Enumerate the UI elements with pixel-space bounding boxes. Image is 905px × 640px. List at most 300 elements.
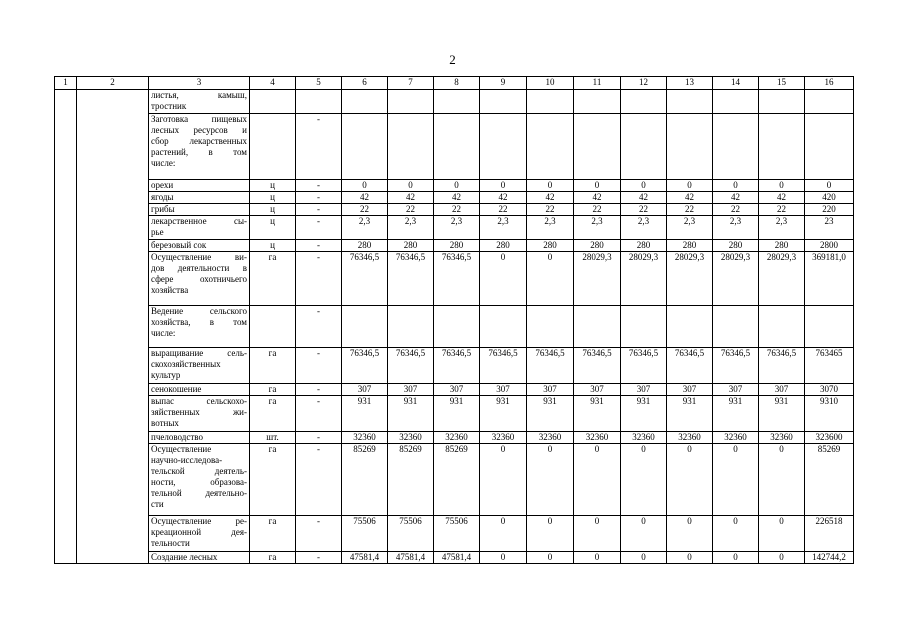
value-cell: 2,3 — [342, 216, 388, 240]
value-cell: 931 — [434, 396, 480, 432]
header-cell: 5 — [296, 77, 342, 90]
page-number: 2 — [449, 52, 456, 67]
value-cell: 763465 — [805, 348, 854, 384]
header-cell: 14 — [713, 77, 759, 90]
value-cell: 22 — [574, 204, 621, 216]
value-cell: 32360 — [621, 432, 667, 444]
value-cell: 0 — [621, 516, 667, 552]
col5-cell: - — [296, 384, 342, 396]
activity-name-cell — [149, 90, 250, 114]
value-cell: 0 — [713, 552, 759, 564]
activity-name-line: растений, в том — [151, 147, 247, 157]
value-cell: 0 — [667, 444, 713, 516]
value-cell: 32360 — [759, 432, 805, 444]
value-cell — [759, 306, 805, 348]
value-cell — [342, 90, 388, 114]
unit-cell: га — [250, 516, 296, 552]
activity-name-line: Осуществление ре- — [151, 516, 247, 526]
table-row — [55, 114, 854, 180]
value-cell: 42 — [342, 192, 388, 204]
header-cell: 3 — [149, 77, 250, 90]
value-cell: 22 — [527, 204, 574, 216]
table-row — [55, 306, 854, 348]
header-cell: 11 — [574, 77, 621, 90]
data-table — [54, 76, 854, 564]
value-cell: 307 — [574, 384, 621, 396]
value-cell — [434, 90, 480, 114]
activity-name-cell — [149, 396, 250, 432]
value-cell: 323600 — [805, 432, 854, 444]
value-cell: 76346,5 — [434, 348, 480, 384]
value-cell — [713, 306, 759, 348]
value-cell: 0 — [667, 516, 713, 552]
activity-name-line: выпас сельскохо- — [151, 396, 247, 406]
activity-name-cell — [149, 384, 250, 396]
value-cell: 28029,3 — [667, 252, 713, 306]
value-cell: 76346,5 — [388, 252, 434, 306]
value-cell: 0 — [759, 516, 805, 552]
value-cell: 280 — [759, 240, 805, 252]
value-cell: 85269 — [805, 444, 854, 516]
value-cell — [805, 114, 854, 180]
value-cell: 76346,5 — [480, 348, 527, 384]
value-cell: 420 — [805, 192, 854, 204]
value-cell: 3070 — [805, 384, 854, 396]
table-row — [55, 432, 854, 444]
value-cell: 0 — [480, 252, 527, 306]
value-cell: 0 — [713, 180, 759, 192]
col2-cell — [77, 90, 149, 564]
activity-name-cell — [149, 516, 250, 552]
value-cell: 0 — [434, 180, 480, 192]
value-cell: 32360 — [713, 432, 759, 444]
header-cell: 6 — [342, 77, 388, 90]
activity-name-line: тельской деятель- — [151, 466, 247, 476]
header-cell: 15 — [759, 77, 805, 90]
col5-cell: - — [296, 348, 342, 384]
activity-name-line: Ведение сельского — [151, 306, 247, 316]
unit-cell: ц — [250, 204, 296, 216]
header-cell: 16 — [805, 77, 854, 90]
value-cell: 307 — [759, 384, 805, 396]
unit-cell: га — [250, 444, 296, 516]
value-cell — [388, 306, 434, 348]
value-cell — [527, 90, 574, 114]
activity-name-line: сбор лекарственных — [151, 136, 247, 146]
value-cell: 307 — [527, 384, 574, 396]
activity-name-line: креационной дея- — [151, 527, 247, 537]
value-cell: 28029,3 — [759, 252, 805, 306]
value-cell: 0 — [713, 444, 759, 516]
activity-name-cell — [149, 306, 250, 348]
table-row — [55, 216, 854, 240]
unit-cell: га — [250, 252, 296, 306]
activity-name-line: сенокошение — [151, 384, 202, 394]
table-row — [55, 396, 854, 432]
value-cell — [667, 306, 713, 348]
unit-cell: ц — [250, 240, 296, 252]
value-cell: 76346,5 — [342, 348, 388, 384]
value-cell: 2,3 — [480, 216, 527, 240]
activity-name-line: сти — [151, 499, 164, 509]
activity-name-line: березовый сок — [151, 240, 207, 250]
table-row — [55, 204, 854, 216]
value-cell: 85269 — [388, 444, 434, 516]
value-cell: 22 — [480, 204, 527, 216]
value-cell: 9310 — [805, 396, 854, 432]
table-header-row — [55, 77, 854, 90]
value-cell — [342, 306, 388, 348]
value-cell: 2,3 — [527, 216, 574, 240]
value-cell: 280 — [574, 240, 621, 252]
unit-cell: ц — [250, 216, 296, 240]
value-cell: 0 — [480, 516, 527, 552]
value-cell: 931 — [621, 396, 667, 432]
value-cell: 22 — [759, 204, 805, 216]
col5-cell: - — [296, 204, 342, 216]
value-cell — [480, 306, 527, 348]
value-cell: 76346,5 — [388, 348, 434, 384]
activity-name-cell — [149, 552, 250, 564]
table-row — [55, 252, 854, 306]
activity-name-line: лесных ресурсов и — [151, 125, 247, 135]
value-cell: 0 — [527, 516, 574, 552]
unit-cell: га — [250, 552, 296, 564]
table-row — [55, 552, 854, 564]
value-cell: 0 — [574, 180, 621, 192]
activity-name-line: Заготовка пищевых — [151, 114, 247, 124]
activity-name-line: грибы — [151, 204, 175, 214]
value-cell: 22 — [621, 204, 667, 216]
value-cell: 76346,5 — [574, 348, 621, 384]
col5-cell: - — [296, 432, 342, 444]
value-cell: 42 — [574, 192, 621, 204]
table-row — [55, 90, 854, 114]
header-cell: 4 — [250, 77, 296, 90]
activity-name-cell — [149, 444, 250, 516]
header-cell: 12 — [621, 77, 667, 90]
value-cell: 42 — [388, 192, 434, 204]
activity-name-cell — [149, 348, 250, 384]
value-cell: 307 — [713, 384, 759, 396]
value-cell: 931 — [480, 396, 527, 432]
activity-name-cell — [149, 216, 250, 240]
value-cell — [713, 114, 759, 180]
value-cell: 2,3 — [621, 216, 667, 240]
activity-name-cell — [149, 192, 250, 204]
unit-cell: га — [250, 384, 296, 396]
activity-name-line: зяйственных жи- — [151, 407, 247, 417]
value-cell — [574, 114, 621, 180]
activity-name-line: орехи — [151, 180, 174, 190]
activity-name-line: сфере охотничьего — [151, 274, 247, 284]
table-row — [55, 516, 854, 552]
activity-name-line: числе: — [151, 328, 176, 338]
col5-cell: - — [296, 216, 342, 240]
value-cell: 0 — [713, 516, 759, 552]
value-cell: 32360 — [574, 432, 621, 444]
value-cell: 85269 — [342, 444, 388, 516]
activity-name-line: ягоды — [151, 192, 174, 202]
value-cell: 2,3 — [574, 216, 621, 240]
activity-name-line: тельности — [151, 538, 190, 548]
value-cell — [621, 114, 667, 180]
activity-name-line: Создание лесных — [151, 552, 218, 562]
value-cell: 931 — [667, 396, 713, 432]
value-cell: 280 — [434, 240, 480, 252]
activity-name-line: тростник — [151, 101, 187, 111]
value-cell: 280 — [621, 240, 667, 252]
value-cell: 47581,4 — [342, 552, 388, 564]
table-row — [55, 240, 854, 252]
value-cell: 307 — [342, 384, 388, 396]
activity-name-cell — [149, 114, 250, 180]
value-cell — [342, 114, 388, 180]
value-cell: 32360 — [388, 432, 434, 444]
value-cell: 0 — [805, 180, 854, 192]
value-cell: 22 — [667, 204, 713, 216]
value-cell: 0 — [480, 552, 527, 564]
activity-name-cell — [149, 240, 250, 252]
value-cell: 76346,5 — [667, 348, 713, 384]
col5-cell: - — [296, 444, 342, 516]
value-cell: 85269 — [434, 444, 480, 516]
table-row — [55, 180, 854, 192]
value-cell: 2,3 — [434, 216, 480, 240]
col5-cell: - — [296, 252, 342, 306]
activity-name-line: числе: — [151, 158, 176, 168]
activity-name-line: выращивание сель- — [151, 348, 247, 358]
value-cell: 47581,4 — [434, 552, 480, 564]
value-cell: 22 — [713, 204, 759, 216]
value-cell: 280 — [480, 240, 527, 252]
activity-name-line: Осуществление — [151, 444, 212, 454]
value-cell: 32360 — [667, 432, 713, 444]
value-cell: 75506 — [388, 516, 434, 552]
unit-cell: шт. — [250, 432, 296, 444]
activity-name-line: вотных — [151, 418, 179, 428]
value-cell: 307 — [434, 384, 480, 396]
value-cell: 2,3 — [667, 216, 713, 240]
table-row — [55, 384, 854, 396]
table-row — [55, 348, 854, 384]
col5-cell: - — [296, 114, 342, 180]
activity-name-line: рье — [151, 227, 164, 237]
activity-name-line: хозяйства, в том — [151, 317, 247, 327]
col5-cell: - — [296, 396, 342, 432]
value-cell: 0 — [621, 444, 667, 516]
value-cell: 0 — [574, 516, 621, 552]
unit-cell: га — [250, 396, 296, 432]
value-cell: 42 — [759, 192, 805, 204]
activity-name-line: пчеловодство — [151, 432, 203, 442]
unit-cell — [250, 90, 296, 114]
col5-cell: - — [296, 552, 342, 564]
value-cell — [574, 306, 621, 348]
unit-cell: га — [250, 348, 296, 384]
value-cell: 0 — [759, 444, 805, 516]
unit-cell — [250, 114, 296, 180]
value-cell: 0 — [388, 180, 434, 192]
value-cell: 42 — [667, 192, 713, 204]
value-cell — [805, 90, 854, 114]
activity-name-line: лекарственное сы- — [151, 216, 247, 226]
value-cell: 0 — [621, 180, 667, 192]
value-cell: 307 — [621, 384, 667, 396]
value-cell: 0 — [667, 180, 713, 192]
value-cell — [434, 114, 480, 180]
activity-name-cell — [149, 252, 250, 306]
value-cell: 28029,3 — [574, 252, 621, 306]
value-cell: 32360 — [434, 432, 480, 444]
value-cell: 931 — [713, 396, 759, 432]
value-cell: 0 — [759, 552, 805, 564]
value-cell: 0 — [527, 180, 574, 192]
value-cell — [713, 90, 759, 114]
value-cell: 22 — [388, 204, 434, 216]
value-cell — [388, 90, 434, 114]
value-cell: 76346,5 — [759, 348, 805, 384]
header-cell: 1 — [55, 77, 77, 90]
value-cell — [527, 306, 574, 348]
value-cell: 76346,5 — [434, 252, 480, 306]
value-cell: 280 — [342, 240, 388, 252]
value-cell: 931 — [388, 396, 434, 432]
value-cell: 0 — [480, 180, 527, 192]
value-cell: 307 — [667, 384, 713, 396]
value-cell: 142744,2 — [805, 552, 854, 564]
value-cell: 2800 — [805, 240, 854, 252]
activity-name-line: культур — [151, 370, 181, 380]
value-cell: 220 — [805, 204, 854, 216]
value-cell: 0 — [621, 552, 667, 564]
value-cell: 28029,3 — [713, 252, 759, 306]
table-row — [55, 192, 854, 204]
activity-name-cell — [149, 204, 250, 216]
col5-cell: - — [296, 516, 342, 552]
header-cell: 13 — [667, 77, 713, 90]
value-cell — [759, 114, 805, 180]
value-cell: 76346,5 — [342, 252, 388, 306]
value-cell — [388, 114, 434, 180]
value-cell: 2,3 — [713, 216, 759, 240]
value-cell: 931 — [574, 396, 621, 432]
value-cell: 931 — [759, 396, 805, 432]
activity-name-line: дов деятельности в — [151, 263, 247, 273]
value-cell: 42 — [621, 192, 667, 204]
value-cell: 226518 — [805, 516, 854, 552]
value-cell — [759, 90, 805, 114]
value-cell: 2,3 — [388, 216, 434, 240]
col5-cell: - — [296, 306, 342, 348]
col5-cell: - — [296, 192, 342, 204]
col5-cell: - — [296, 180, 342, 192]
value-cell — [574, 90, 621, 114]
value-cell — [480, 90, 527, 114]
value-cell: 931 — [527, 396, 574, 432]
col5-cell — [296, 90, 342, 114]
activity-name-line: тельной деятельно- — [151, 488, 247, 498]
value-cell — [667, 114, 713, 180]
value-cell: 0 — [480, 444, 527, 516]
value-cell: 22 — [434, 204, 480, 216]
value-cell: 0 — [574, 444, 621, 516]
header-cell: 8 — [434, 77, 480, 90]
value-cell — [434, 306, 480, 348]
unit-cell: ц — [250, 180, 296, 192]
activity-name-line: ности, образова- — [151, 477, 247, 487]
value-cell: 75506 — [434, 516, 480, 552]
value-cell: 23 — [805, 216, 854, 240]
value-cell: 0 — [527, 252, 574, 306]
value-cell: 22 — [342, 204, 388, 216]
value-cell: 0 — [574, 552, 621, 564]
value-cell: 0 — [527, 552, 574, 564]
value-cell: 2,3 — [759, 216, 805, 240]
value-cell: 28029,3 — [621, 252, 667, 306]
value-cell: 42 — [480, 192, 527, 204]
value-cell — [805, 306, 854, 348]
value-cell: 75506 — [342, 516, 388, 552]
table-body — [55, 77, 854, 564]
value-cell: 76346,5 — [527, 348, 574, 384]
value-cell — [667, 90, 713, 114]
value-cell: 369181,0 — [805, 252, 854, 306]
value-cell: 280 — [713, 240, 759, 252]
activity-name-cell — [149, 180, 250, 192]
activity-name-line: скохозяйственных — [151, 359, 221, 369]
value-cell: 0 — [759, 180, 805, 192]
table-row — [55, 444, 854, 516]
value-cell: 280 — [667, 240, 713, 252]
value-cell: 280 — [527, 240, 574, 252]
value-cell: 42 — [527, 192, 574, 204]
value-cell — [480, 114, 527, 180]
value-cell: 32360 — [342, 432, 388, 444]
activity-name-cell — [149, 432, 250, 444]
activity-name-line: листья, камыш, — [151, 90, 247, 100]
value-cell: 76346,5 — [713, 348, 759, 384]
col1-cell — [55, 90, 77, 564]
value-cell: 0 — [667, 552, 713, 564]
value-cell: 280 — [388, 240, 434, 252]
value-cell: 931 — [342, 396, 388, 432]
col5-cell: - — [296, 240, 342, 252]
value-cell: 307 — [480, 384, 527, 396]
value-cell: 32360 — [527, 432, 574, 444]
value-cell: 47581,4 — [388, 552, 434, 564]
unit-cell: ц — [250, 192, 296, 204]
value-cell: 42 — [713, 192, 759, 204]
header-cell: 10 — [527, 77, 574, 90]
header-cell: 2 — [77, 77, 149, 90]
value-cell — [621, 90, 667, 114]
unit-cell — [250, 306, 296, 348]
header-cell: 7 — [388, 77, 434, 90]
value-cell: 76346,5 — [621, 348, 667, 384]
activity-name-line: хозяйства — [151, 285, 189, 295]
activity-name-line: Осуществление ви- — [151, 252, 247, 262]
value-cell: 32360 — [480, 432, 527, 444]
value-cell — [621, 306, 667, 348]
value-cell — [527, 114, 574, 180]
activity-name-line: научно-исследова- — [151, 455, 223, 465]
header-cell: 9 — [480, 77, 527, 90]
value-cell: 0 — [342, 180, 388, 192]
value-cell: 307 — [388, 384, 434, 396]
value-cell: 0 — [527, 444, 574, 516]
value-cell: 42 — [434, 192, 480, 204]
